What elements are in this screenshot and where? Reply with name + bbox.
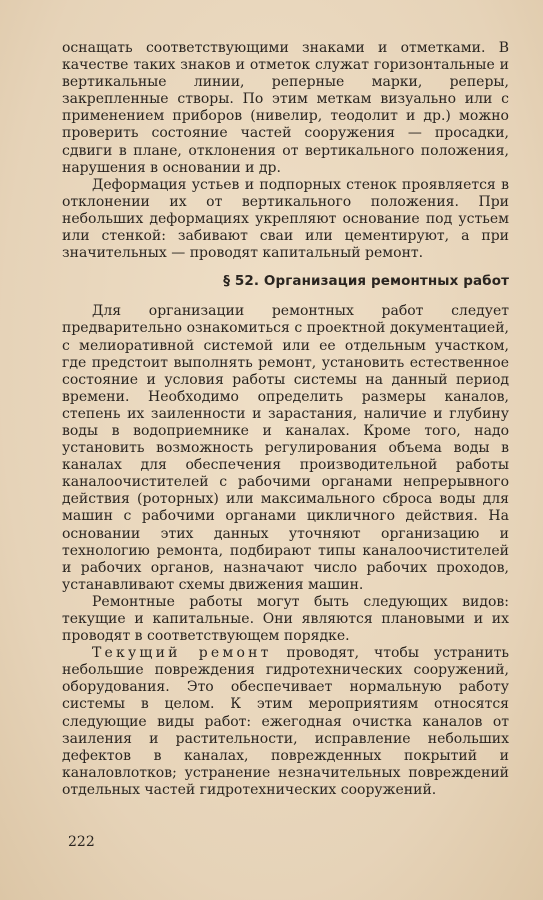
paragraph-1: оснащать соответствующими знаками и отметками. В качестве таких знаков и отметок служат горизонтальные и вертикальные линии, реперные марки, реперы, закрепленные створы. По этим меткам визуально или с применением приборов (нивелир, теодолит и др.) можно проверить состояние частей сооружения — просадки, сдвиги в плане, отклонения от вертикального положения, нарушения в основании и др. — [62, 40, 509, 176]
paragraph-3: Для организации ремонтных работ следует предварительно ознакомиться с проектной документацией, с мелиоративной системой или ее отдельным участком, где предстоит выполнять ремонт, установить естественное состояние и условия работы системы на данный период времени. Необходимо определить размеры каналов, степень их заиленности и зарастания, наличие и глубину воды в водоприемнике и каналах. Кроме того, надо установить возможность регулирования объема воды в каналах для обеспечения производительной работы каналоочистителей с рабочими органами непрерывного действия (роторных) или максимального сброса воды для машин с рабочими органами цикличного действия. На основании этих данных уточняют организацию и технологию ремонта, подбирают типы каналоочистителей и рабочих органов, назначают число рабочих проходов, устанавливают схемы движения машин. — [62, 303, 509, 593]
paragraph-2: Деформация устьев и подпорных стенок проявляется в отклонении их от вертикального положения. При небольших деформациях укрепляют основание под устьем или стенкой: забивают сваи или цементируют, а при значительных — проводят капитальный ремонт. — [62, 176, 509, 262]
paragraph-4: Ремонтные работы могут быть следующих видов: текущие и капитальные. Они являются плановыми и их проводят в соответствующем порядке. — [62, 593, 509, 645]
body-text — [62, 40, 509, 799]
page-number: 222 — [68, 834, 95, 850]
paragraph-5-text: проводят, чтобы устранить небольшие повреждения гидротехнических сооружений, оборудования. Это обеспечивает нормальную работу системы в целом. К этим мероприятиям относятся следующие виды работ: ежегодная очистка каналов от заиления и растительности, исправление небольших дефектов в каналах, поврежденных покрытий и каналовлотков; устранение незначительных повреждений отдельных частей гидротехнических сооружений. — [62, 645, 509, 798]
paragraph-5 — [62, 645, 509, 799]
spaced-term: Текущий ремонт — [92, 645, 272, 662]
section-heading: § 52. Организация ремонтных работ — [223, 273, 509, 290]
